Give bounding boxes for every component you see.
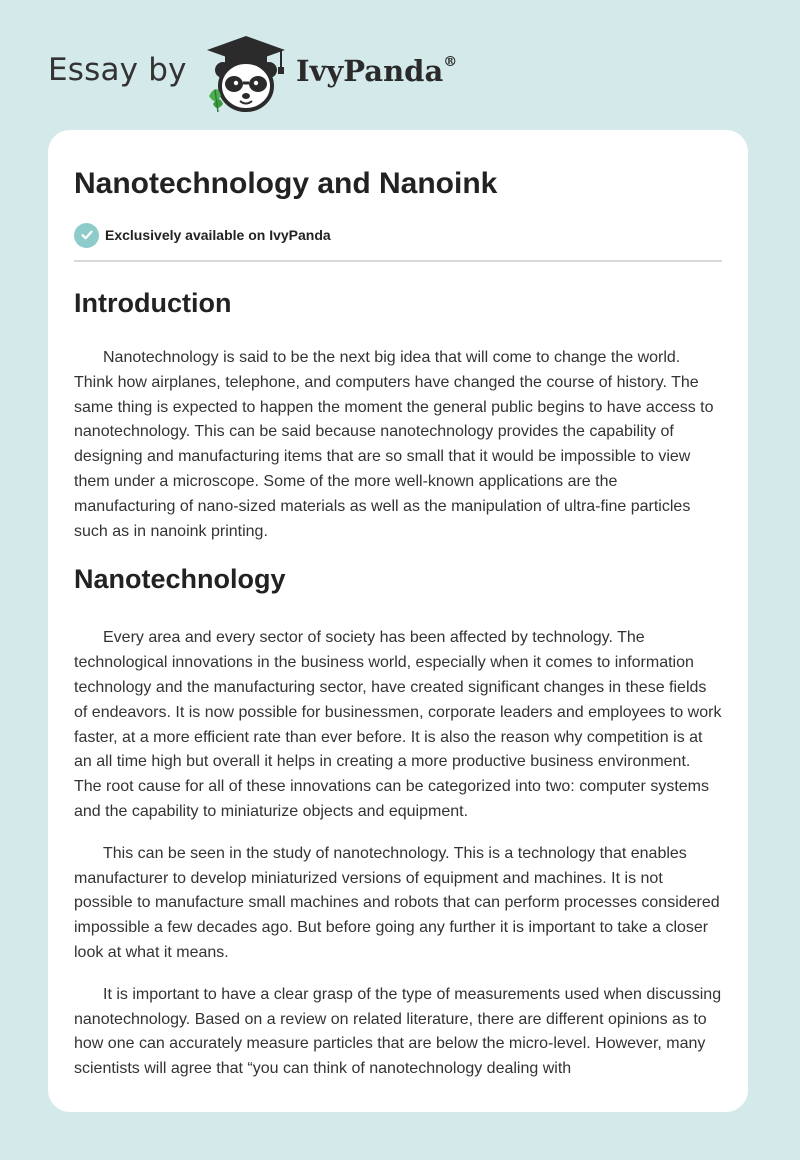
panda-graduate-logo-icon[interactable] <box>203 34 289 114</box>
paragraph: Nanotechnology is said to be the next big idea that will come to change the world. Think how airplanes, telephone, and computers have changed the course of history. The same thing is expected to happen the moment the general public begins to have access to nanotechnology. This can be said because nanotechnology provides the capability of designing and manufacturing items that are so small that it would be impossible to view them under a microscope. Some of the more well-known applications are the manufacturing of nano-sized materials as well as the manipulation of ultra-fine particles such as in nanoink printing. <box>74 349 714 540</box>
check-circle-icon <box>74 223 99 248</box>
badge-text: Exclusively available on IvyPanda <box>105 227 331 243</box>
brand-header <box>48 30 468 114</box>
paragraph: This can be seen in the study of nanotechnology. This is a technology that enables manufacturer to develop miniaturized versions of equipment and machines. It is not possible to manufacture small machines and robots that can perform processes considered impossible a few decades ago. But before going any further it is important to take a closer look at what it means. <box>74 844 720 961</box>
paragraph: It is important to have a clear grasp of the type of measurements used when discussing nanotechnology. Based on a review on related literature, there are different opinions as to how one can accurately measure particles that are below the micro-level. However, many scientists will agree that “you can think of nanotechnology dealing with <box>74 985 722 1078</box>
essay-card <box>48 130 748 1112</box>
section-heading: Introduction <box>74 288 232 318</box>
section-introduction <box>74 284 722 544</box>
divider <box>74 260 722 262</box>
section-nanotechnology <box>74 560 722 1082</box>
paragraph: Every area and every sector of society has been affected by technology. The technological innovations in the business world, especially when it comes to information technology and the manufacturing sector, have created significant changes in these fields of endeavors. It is now possible for businessmen, corporate leaders and employees to work faster, at a more efficient rate than ever before. It is also the reason why competition is at an all time high but overall it helps in creating a more productive business environment. The root cause for all of these innovations can be categorized into two: computer systems and the capability to miniaturize objects and equipment. <box>74 629 722 820</box>
brand-name: IvyPanda® <box>296 54 458 88</box>
registered-mark: ® <box>443 54 458 71</box>
page-title: Nanotechnology and Nanoink <box>74 167 498 200</box>
brand-prefix: Essay by <box>48 52 187 88</box>
exclusive-badge <box>74 222 722 248</box>
section-heading: Nanotechnology <box>74 564 286 595</box>
